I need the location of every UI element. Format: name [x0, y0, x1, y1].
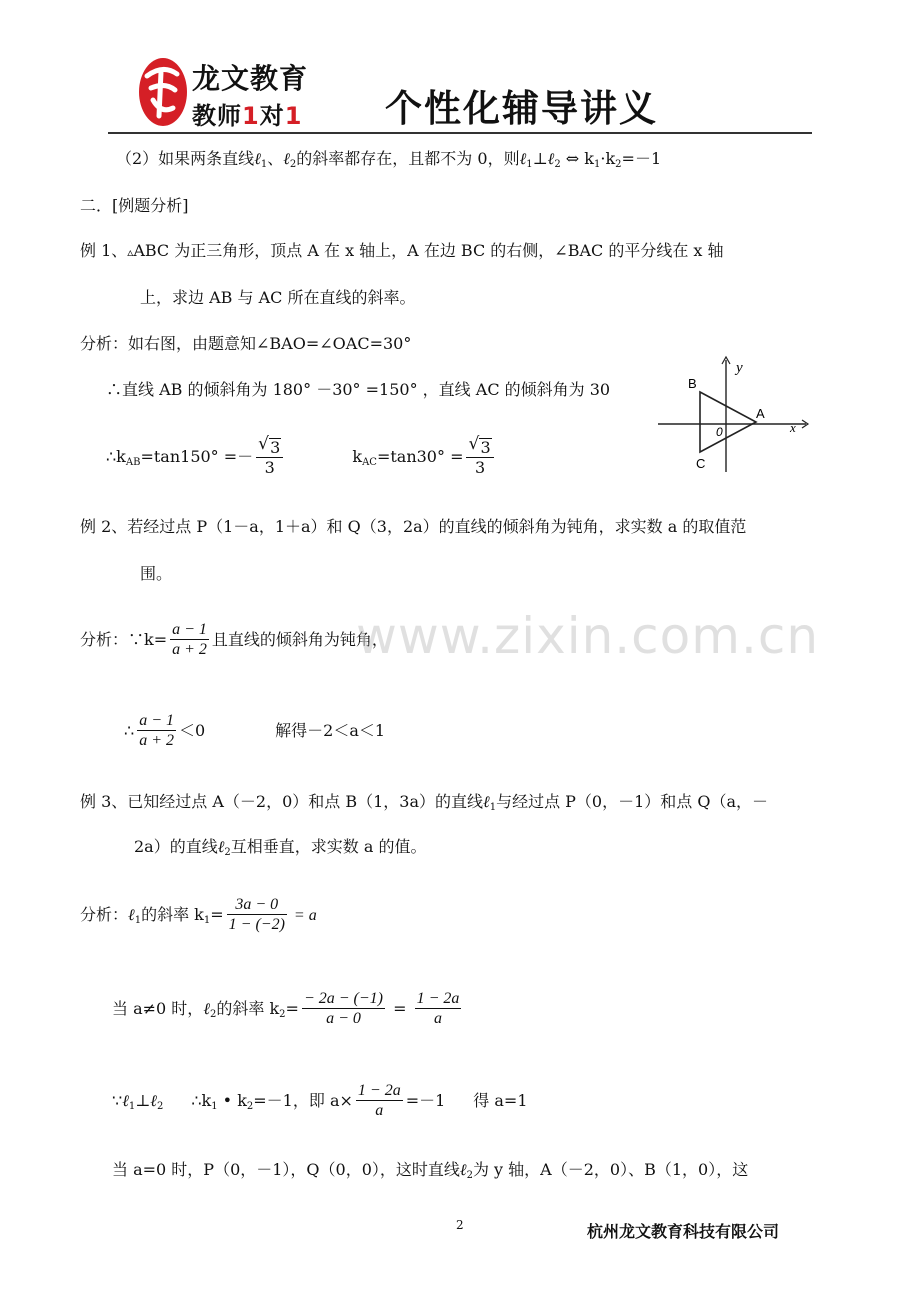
- analysis-3-case-zero: 当 a=0 时，P（0，－1），Q（0，0），这时直线ℓ$_2$为 y 轴，A（－2，0）、B（1，0），这: [112, 1160, 749, 1181]
- analysis-1: 分析：如右图，由题意知∠BAO=∠OAC=30°: [80, 334, 412, 353]
- figure-label-b: B: [688, 376, 697, 391]
- triangle-figure: [656, 354, 816, 474]
- logo-mark-icon: [137, 54, 189, 128]
- example-1-cont: 上，求边 AB 与 AC 所在直线的斜率。: [140, 288, 416, 307]
- logo-slogan-one-b: 1: [284, 102, 303, 130]
- perpendicular-condition: （2）如果两条直线ℓ$_1$、ℓ$_2$的斜率都存在，且都不为 0，则ℓ$_1$⊥ℓ$_2$ ⇔ $k_1\cdot k_2=-1$: [116, 149, 662, 170]
- watermark: www.zixin.com.cn: [356, 607, 820, 665]
- logo-slogan-to: 对: [259, 102, 285, 130]
- figure-label-c: C: [696, 456, 706, 471]
- figure-label-x: x: [790, 420, 796, 435]
- triangle-abc: [700, 392, 756, 452]
- example-1: 例 1、▵ABC 为正三角形，顶点 A 在 x 轴上，A 在边 BC 的右侧，∠BAC 的平分线在 x 轴: [80, 241, 724, 260]
- example-2: 例 2、若经过点 P（1－a，1＋a）和 Q（3，2a）的直线的倾斜角为钝角，求实数 a 的取值范: [80, 517, 747, 536]
- figure-label-y: y: [736, 360, 743, 376]
- analysis-3-k1: 分析：ℓ$_1$的斜率 $k_1=$ $\frac{3a - 0}{1 - (-2)}$ = a: [80, 896, 317, 933]
- logo-slogan-one: 1: [242, 102, 260, 130]
- analysis-2: 分析：∵k= $\frac{a - 1}{a + 2}$ 且直线的倾斜角为钝角，: [80, 621, 388, 658]
- header-divider: [108, 132, 812, 134]
- figure-label-a: A: [756, 406, 765, 421]
- section-heading: 二．[例题分析]: [80, 196, 189, 215]
- analysis-2-solution: ∴ $\frac{a - 1}{a + 2}$ ＜0 解得－2＜a＜1: [124, 712, 386, 749]
- analysis-3-perpendicular: ∵ℓ$_1$⊥ℓ$_2$ $\therefore k_1$ • $k_2=-1$，即 a× $\frac{1 - 2a}{a}$ =－1 得 a=1: [112, 1082, 528, 1119]
- page-title: 个性化辅导讲义: [385, 87, 658, 130]
- logo-slogan-teacher: 教师: [192, 102, 242, 130]
- analysis-3-k2: 当 a≠0 时，ℓ$_2$的斜率 $k_2=$ $\frac{- 2a - (-1)}{a - 0}$ = $\frac{1 - 2a}{a}$: [112, 990, 460, 1027]
- footer-company: 杭州龙文教育科技有限公司: [587, 1222, 780, 1241]
- figure-label-o: 0: [716, 425, 723, 439]
- analysis-1-slopes: $\therefore k_{AB}=\tan 150^\circ$ =－ √ 3 3 $k_{AC}=\tan 30^\circ$ = √ 3 3: [106, 437, 497, 483]
- example-3: 例 3、已知经过点 A（－2，0）和点 B（1，3a）的直线ℓ$_1$与经过点 P（0，－1）和点 Q（a，－: [80, 792, 769, 813]
- example-2-cont: 围。: [140, 564, 173, 583]
- example-3-cont: 2a）的直线ℓ$_2$互相垂直，求实数 a 的值。: [134, 837, 427, 858]
- logo-brand: 龙文教育: [192, 62, 309, 95]
- page-number: 2: [456, 1218, 464, 1232]
- logo-slogan: [192, 96, 302, 131]
- analysis-1-angles: ∴直线 AB 的倾斜角为 180° －30° =150° ，直线 AC 的倾斜角为 30: [106, 380, 611, 399]
